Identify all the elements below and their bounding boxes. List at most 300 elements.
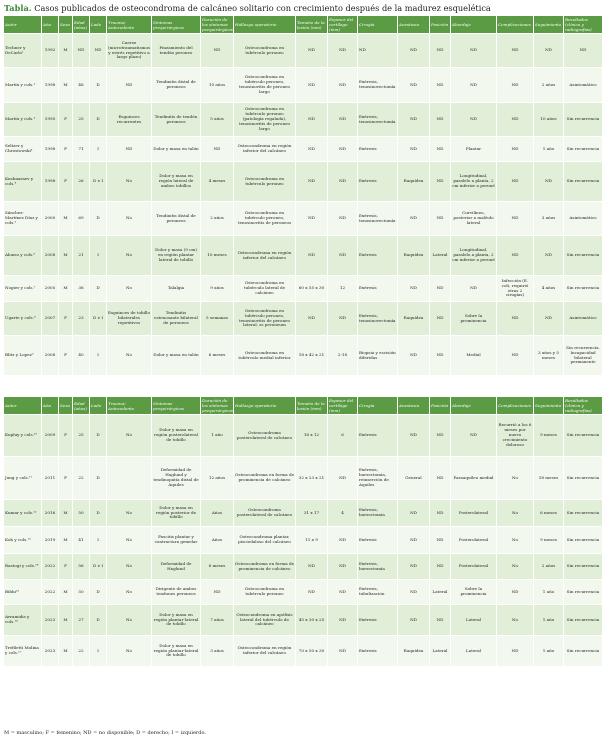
table-cell: Kumar y cols.¹² xyxy=(4,500,42,527)
table-cell: Osteocondroma en tubérculo peroneo, tenosinovitis de peroneo lateral, ss peroneum xyxy=(234,302,296,336)
table-cell: Sin recurrencia. Incapacidad bilateral permanente xyxy=(564,336,603,376)
table-cell: Exéresis, tenosinovectomía xyxy=(358,68,398,103)
table-cell: Raquídea xyxy=(398,636,430,667)
table-cell: ND xyxy=(328,457,358,500)
table-cell: Curvilíneo, posterior a maléolo lateral xyxy=(451,202,497,236)
table-cell: Sin recurrencia xyxy=(564,636,603,667)
table-cell: ND xyxy=(201,34,234,68)
table-header-row xyxy=(4,16,603,34)
table-cell: Exéresis xyxy=(358,605,398,636)
table-cell: Biopsia y escisión diferidas xyxy=(358,336,398,376)
table-cell: No xyxy=(107,554,152,580)
table-cell: 2000 xyxy=(42,202,59,236)
table-cell: ND xyxy=(430,34,451,68)
column-header: Anestesia xyxy=(398,397,430,415)
column-header: Duración de los síntomas prequirúrgicos xyxy=(202,398,233,413)
table-cell: 2008 xyxy=(42,236,59,276)
table-row xyxy=(4,580,603,605)
table-cell: ND xyxy=(430,302,451,336)
table-cell: Exéresis xyxy=(358,415,398,457)
table-cell: ND xyxy=(201,137,234,162)
table-cell: ND xyxy=(328,236,358,276)
table-cell: 6 meses xyxy=(201,336,234,376)
table-cell: ND xyxy=(398,580,430,605)
table-cell: Lateral xyxy=(451,605,497,636)
table-cell: 26 xyxy=(73,162,90,202)
table-row xyxy=(4,162,603,202)
table-cell: Raquídea xyxy=(398,162,430,202)
table-cell: 1 año xyxy=(534,636,564,667)
table-cell: Sin recurrencia xyxy=(564,605,603,636)
table-cell: M xyxy=(59,202,73,236)
table-row xyxy=(4,236,603,276)
table-cell: ND xyxy=(107,68,152,103)
table-cell: Osteocondroma en tubérculo peroneo, tenosinovitis de peroneos xyxy=(234,202,296,236)
table-cell: Osteocondroma en región inferior del calcáneo xyxy=(234,236,296,276)
table-row xyxy=(4,276,603,302)
table-cell: 22 xyxy=(73,636,90,667)
table-cell: Sin recurrencia xyxy=(564,103,603,137)
table-cell: 1998 xyxy=(42,137,59,162)
table-cell: F xyxy=(59,137,73,162)
table-cell: ND xyxy=(430,137,451,162)
table-cell: 9 meses xyxy=(534,527,564,554)
table-cell: ND xyxy=(296,202,328,236)
table-cell: No xyxy=(107,636,152,667)
table-cell: D e I xyxy=(90,162,107,202)
table-cell: Exéresis xyxy=(358,162,398,202)
table-cell: 2019 xyxy=(42,527,59,554)
table-cell: No xyxy=(497,527,534,554)
table-cell: 22 xyxy=(73,457,90,500)
table-cell: 1 año xyxy=(201,415,234,457)
table-cell: D e I xyxy=(90,302,107,336)
table-cell: 10 años xyxy=(534,103,564,137)
table-cell: Dolor y masa (9 cm) en región plantar lateral de tobillo xyxy=(152,236,201,276)
table-cell: M xyxy=(59,68,73,103)
table-cell: 1 año xyxy=(534,580,564,605)
table-cell: Dolor y masa en región plantar-lateral de tobillo xyxy=(152,605,201,636)
table-cell: ND xyxy=(90,34,107,68)
table-cell: I xyxy=(90,137,107,162)
table-cell: ND xyxy=(398,415,430,457)
table-cell: 2 años xyxy=(534,68,564,103)
table-cell: Sin recurrencia xyxy=(564,554,603,580)
table-cell: ND xyxy=(430,103,451,137)
table-cell: Exéresis xyxy=(358,137,398,162)
table-cell: D xyxy=(90,580,107,605)
table-cell: ND xyxy=(328,103,358,137)
table-cell: ND xyxy=(430,415,451,457)
table-cell: M xyxy=(59,527,73,554)
table-cell: Lateral xyxy=(430,636,451,667)
table-cell: ND xyxy=(451,415,497,457)
column-header: Trauma/ Antecedente xyxy=(107,16,152,34)
table-cell: ND xyxy=(296,580,328,605)
table-cell: F xyxy=(59,415,73,457)
table-cell: 70 x 50 x 30 xyxy=(296,636,328,667)
table-cell: ND xyxy=(296,103,328,137)
table-cell: Sobre la prominencia xyxy=(451,302,497,336)
table-cell: Osteocondroma en tubérculo lateral de calcáneo xyxy=(234,276,296,302)
table-cell: Dolor y masa en región posterior de tobillo xyxy=(152,500,201,527)
table-cell: ND xyxy=(497,636,534,667)
table-cell: ND xyxy=(296,302,328,336)
table-cell: Esguinces recurrentes xyxy=(107,103,152,137)
table-cell: ND xyxy=(328,302,358,336)
table-row xyxy=(4,500,603,527)
table-cell: Seltzer y Chrostowski³ xyxy=(4,137,42,162)
table-cell: Trefiletti Molina y cols.¹⁷ xyxy=(4,636,42,667)
table-cell: 23 xyxy=(73,302,90,336)
table-cell: M xyxy=(59,605,73,636)
table-cell: ND xyxy=(296,34,328,68)
table-cell: 1 año xyxy=(534,605,564,636)
table-cell: Nogier y cols.⁷ xyxy=(4,276,42,302)
column-header: Anestesia xyxy=(398,16,430,34)
table-cell: Sobre la prominencia xyxy=(451,580,497,605)
table-cell: Posterolateral xyxy=(451,500,497,527)
table-cell: Deformidad de Haglund xyxy=(152,554,201,580)
table-cell: M xyxy=(59,636,73,667)
table-cell: Raquídea xyxy=(398,236,430,276)
table-caption xyxy=(4,3,601,13)
table-cell: F xyxy=(59,457,73,500)
column-header: Tamaño de la lesión (mm) xyxy=(296,16,328,34)
table-cell: 10 años xyxy=(201,68,234,103)
table-cell: M xyxy=(59,500,73,527)
table-cell: Años xyxy=(201,527,234,554)
table-cell: ND xyxy=(497,103,534,137)
table-cell: Recurrió a los 6 meses por nuevo crecimiento doloroso xyxy=(497,415,534,457)
table-cell: ND xyxy=(497,162,534,202)
table-cell: ND xyxy=(328,527,358,554)
table-cell: ND xyxy=(73,34,90,68)
table-cell: ND xyxy=(430,162,451,202)
table-cell: Fascitis plantar y contractura gemelar xyxy=(152,527,201,554)
table-cell: 60 x 55 x 30 xyxy=(296,276,328,302)
column-header: Sexo xyxy=(59,397,73,415)
table-cell: F xyxy=(59,336,73,376)
column-header: Síntomas prequirúrgicos xyxy=(152,397,201,415)
table-cell: M xyxy=(59,276,73,302)
table-row xyxy=(4,636,603,667)
table-cell: D xyxy=(90,276,107,302)
table-cell: Osteocondroma en región inferior del calcáneo xyxy=(234,137,296,162)
table-cell: 18 meses xyxy=(534,457,564,500)
table-cell: 12 xyxy=(328,276,358,302)
column-header: Hallazgo operatorio xyxy=(234,397,296,415)
table-cell: 7 años xyxy=(201,605,234,636)
table-cell: ND xyxy=(398,527,430,554)
table-cell: ND xyxy=(328,68,358,103)
table-cell: No xyxy=(107,236,152,276)
table-footnote: M = masculino; F = femenino; ND = no disponible; D = derecho; I = izquierdo. xyxy=(4,730,207,736)
table-cell: ND xyxy=(497,236,534,276)
table-cell: 45 x 30 x 25 xyxy=(296,605,328,636)
table-cell: Avramidis y cols.¹⁶ xyxy=(4,605,42,636)
table-cell: Paraaquíleo medial xyxy=(451,457,497,500)
table-cell: ND xyxy=(201,580,234,605)
table-cell: No xyxy=(107,276,152,302)
table-cell: Longitudinal, paralelo a planta, 2 cm inferior a peroné xyxy=(451,236,497,276)
table-cell: ND xyxy=(451,34,497,68)
table-cell: D xyxy=(90,605,107,636)
table-cell: Exéresis, tenosinovectomía xyxy=(358,302,398,336)
column-header: Abordaje xyxy=(451,397,497,415)
table-cell: Sin recurrencia xyxy=(564,137,603,162)
table-cell: Sin recurrencia xyxy=(564,236,603,276)
table-cell: 4 xyxy=(328,500,358,527)
table-cell: ND xyxy=(430,457,451,500)
column-header: Tamaño de la lesión (mm) xyxy=(296,397,328,415)
table-cell: Osteocondroma en tubérculo peroneo, tenosinovitis de peroneo largo xyxy=(234,68,296,103)
table-cell: ND xyxy=(534,162,564,202)
table-cell: 2022 xyxy=(42,554,59,580)
table-cell: ND xyxy=(328,580,358,605)
table-cell: D xyxy=(90,68,107,103)
table-cell: ND xyxy=(534,302,564,336)
table-cell: No xyxy=(497,500,534,527)
table-cell: I xyxy=(90,336,107,376)
table-cell xyxy=(107,457,152,500)
table-cell: Sin recurrencia xyxy=(564,162,603,202)
table-cell: Kupluy y cols.¹⁰ xyxy=(4,415,42,457)
table-cell: Lateral xyxy=(430,236,451,276)
table-cell: Exéresis, bursectomía xyxy=(358,554,398,580)
table-row xyxy=(4,605,603,636)
table-cell: Sánchez-Martínez Díaz y cols.⁵ xyxy=(4,202,42,236)
table-cell: ND xyxy=(398,276,430,302)
table-row xyxy=(4,415,603,457)
table-cell: Blitz y Lopez⁹ xyxy=(4,336,42,376)
table-cell: 2016 xyxy=(42,500,59,527)
table-cell: ND xyxy=(398,500,430,527)
table-cell: 36 xyxy=(73,276,90,302)
table-cell: No xyxy=(107,580,152,605)
case-table-part-1 xyxy=(3,15,603,376)
table-cell: Asintomático xyxy=(564,68,603,103)
table-cell: Kushnaraev y cols.⁴ xyxy=(4,162,42,202)
table-cell: ND xyxy=(328,137,358,162)
table-cell: D xyxy=(90,457,107,500)
column-header: Año xyxy=(42,397,59,415)
table-cell: ND xyxy=(430,276,451,302)
table-cell: D xyxy=(90,202,107,236)
column-header: Seguimiento xyxy=(534,397,564,415)
table-cell: F xyxy=(59,554,73,580)
table-cell: General xyxy=(398,457,430,500)
table-cell: D xyxy=(90,415,107,457)
column-header: Posición xyxy=(430,397,451,415)
table-cell: ND xyxy=(534,34,564,68)
table-cell: ND xyxy=(398,137,430,162)
table-cell: No xyxy=(107,605,152,636)
table-cell: ND xyxy=(534,236,564,276)
table-cell: Dolor y masa en talón xyxy=(152,137,201,162)
table-cell: Ugarte y cols.⁸ xyxy=(4,302,42,336)
table-cell: ND xyxy=(328,605,358,636)
table-cell: I xyxy=(90,527,107,554)
table-cell: No xyxy=(497,554,534,580)
table-cell: No xyxy=(107,415,152,457)
table-cell: 2-18 xyxy=(328,336,358,376)
table-cell: ND xyxy=(328,162,358,202)
table-cell: Talalgia xyxy=(152,276,201,302)
table-cell: ND xyxy=(564,34,603,68)
table-cell: I xyxy=(90,236,107,276)
table-cell: 2023 xyxy=(42,605,59,636)
table-cell: Medial xyxy=(451,336,497,376)
table-row xyxy=(4,554,603,580)
table-cell: ND xyxy=(451,68,497,103)
table-cell: Caerse (microtraumatismos y estrés repetitivo a largo plazo) xyxy=(107,34,152,68)
table-cell: ND xyxy=(296,236,328,276)
table-cell: 1998 xyxy=(42,68,59,103)
table-cell: Osteocondroma en forma de prominencia de calcáneo xyxy=(234,554,296,580)
column-header: Lado xyxy=(90,16,107,34)
table-cell: M xyxy=(59,580,73,605)
table-cell: Tendinitis distal de peroneos xyxy=(152,202,201,236)
table-cell: No xyxy=(107,336,152,376)
table-cell: ND xyxy=(497,336,534,376)
table-row xyxy=(4,137,603,162)
table-cell: ND xyxy=(398,34,430,68)
table-cell: ND xyxy=(430,68,451,103)
table-cell: 56 xyxy=(73,554,90,580)
table-cell: ND xyxy=(296,68,328,103)
table-cell: 2008 xyxy=(42,336,59,376)
table-cell: ND xyxy=(497,137,534,162)
table-cell: 3 años y 5 meses xyxy=(534,336,564,376)
table-cell: 3 años xyxy=(534,202,564,236)
table-cell: No xyxy=(107,162,152,202)
table-header-row xyxy=(4,397,603,415)
table-cell: Exéresis xyxy=(358,276,398,302)
column-header: Año xyxy=(42,16,59,34)
table-cell: Posterolateral xyxy=(451,554,497,580)
table-cell: ND xyxy=(398,336,430,376)
table-cell: Esguinces de tobillo bilaterales repetitivos xyxy=(107,302,152,336)
table-row xyxy=(4,103,603,137)
column-header: Hallazgo operatorio xyxy=(234,16,296,34)
table-cell: 21 xyxy=(73,236,90,276)
table-cell: 10 meses xyxy=(201,236,234,276)
table-cell: 6 meses xyxy=(534,500,564,527)
table-cell: ND xyxy=(430,554,451,580)
table-cell: Asintomático xyxy=(564,302,603,336)
caption-label: Tabla. xyxy=(4,3,32,13)
table-cell: ND xyxy=(107,137,152,162)
column-header: Complicaciones xyxy=(497,16,534,34)
column-header: Cirugía xyxy=(358,16,398,34)
column-header: Posición xyxy=(430,16,451,34)
table-cell: ND xyxy=(398,605,430,636)
table-cell: ND xyxy=(430,527,451,554)
table-cell: Tendinitis de tendón peroneos xyxy=(152,103,201,137)
table-cell: 11 x 9 xyxy=(296,527,328,554)
table-cell: Infección (E. coli, requirió otras 2 cirugías) xyxy=(497,276,534,302)
table-cell: 27 xyxy=(73,605,90,636)
column-header: Cirugía xyxy=(358,397,398,415)
table-cell: Dolor y masa en región posterolateral de tobillo xyxy=(152,415,201,457)
table-cell: M xyxy=(59,34,73,68)
table-cell: 2011 xyxy=(42,457,59,500)
table-cell: Sin recurrencia xyxy=(564,580,603,605)
table-cell: Exéresis xyxy=(358,527,398,554)
table-cell: 25 xyxy=(73,415,90,457)
column-header: Edad (años) xyxy=(73,397,90,415)
table-cell: 40 xyxy=(73,336,90,376)
column-header: Resultados (clínica y radiografías) xyxy=(564,16,603,34)
table-cell: Plantar xyxy=(451,137,497,162)
table-cell: 48 xyxy=(73,68,90,103)
table-cell: ND xyxy=(451,103,497,137)
table-cell: Osteocondroma en tubérculo peroneo xyxy=(234,34,296,68)
table-cell: Bibhi¹⁵ xyxy=(4,580,42,605)
table-cell: Longitudinal, paralelo a planta, 2 cm inferior a peroné xyxy=(451,162,497,202)
table-cell: No xyxy=(107,500,152,527)
column-header: Abordaje xyxy=(451,16,497,34)
table-cell: Raquídea xyxy=(398,302,430,336)
table-cell: ND xyxy=(328,636,358,667)
table-cell: 1998 xyxy=(42,162,59,202)
table-cell: 2022 xyxy=(42,580,59,605)
table-cell: 4 años xyxy=(534,276,564,302)
table-cell: 2005 xyxy=(42,276,59,302)
table-cell: ND xyxy=(296,137,328,162)
table-cell: Lateral xyxy=(451,636,497,667)
column-header: Espesor del cartílago (mm) xyxy=(328,16,358,34)
table-cell: 41 xyxy=(73,527,90,554)
table-cell: 6 xyxy=(328,415,358,457)
table-cell: ND xyxy=(398,68,430,103)
table-row xyxy=(4,457,603,500)
table-cell: 32 x 23 x 21 xyxy=(296,457,328,500)
column-header: Sexo xyxy=(59,16,73,34)
table-cell: 31 x 17 xyxy=(296,500,328,527)
table-cell: 9 años xyxy=(201,276,234,302)
table-cell: 18 x 42 x 21 xyxy=(296,336,328,376)
column-header: Trauma/ Antecedente xyxy=(107,397,152,415)
table-cell: 18 x 12 xyxy=(296,415,328,457)
table-cell: 12 años xyxy=(201,457,234,500)
table-cell: Osteocondroma en tubérculo peroneo (patología regalada), tenosinovitis de peroneo largo xyxy=(234,103,296,137)
column-header: Resultados (clínica y radiografías) xyxy=(564,397,603,415)
table-cell: 50 xyxy=(73,580,90,605)
column-header: Espesor del cartílago (mm) xyxy=(328,397,358,415)
table-cell: Osteocondroma posterolateral de calcáneo xyxy=(234,415,296,457)
table-cell: Sin recurrencia xyxy=(564,500,603,527)
table-cell: Martín y cols.² xyxy=(4,103,42,137)
table-cell: Asintomático xyxy=(564,202,603,236)
table-cell: Exéresis, tubulización xyxy=(358,580,398,605)
table-cell: Dirigente de ambos tendones peroneos xyxy=(152,580,201,605)
table-cell: ND xyxy=(398,202,430,236)
table-cell: D e I xyxy=(90,554,107,580)
table-cell: 2023 xyxy=(42,636,59,667)
table-cell: Osteocondroma en tubérculo peroneo xyxy=(234,580,296,605)
table-cell: Rastogi y cols.¹⁴ xyxy=(4,554,42,580)
table-cell: F xyxy=(59,302,73,336)
table-cell: 2009 xyxy=(42,415,59,457)
table-cell: Osteocondroma en apófisis lateral del tubérculo de calcáneo xyxy=(234,605,296,636)
table-cell: Martín y cols.² xyxy=(4,68,42,103)
table-cell: Deformidad de Haglund y tendinopatía distal de Aquiles xyxy=(152,457,201,500)
table-cell: 5 años xyxy=(201,103,234,137)
table-cell: ND xyxy=(358,34,398,68)
table-cell: 2 años xyxy=(201,202,234,236)
